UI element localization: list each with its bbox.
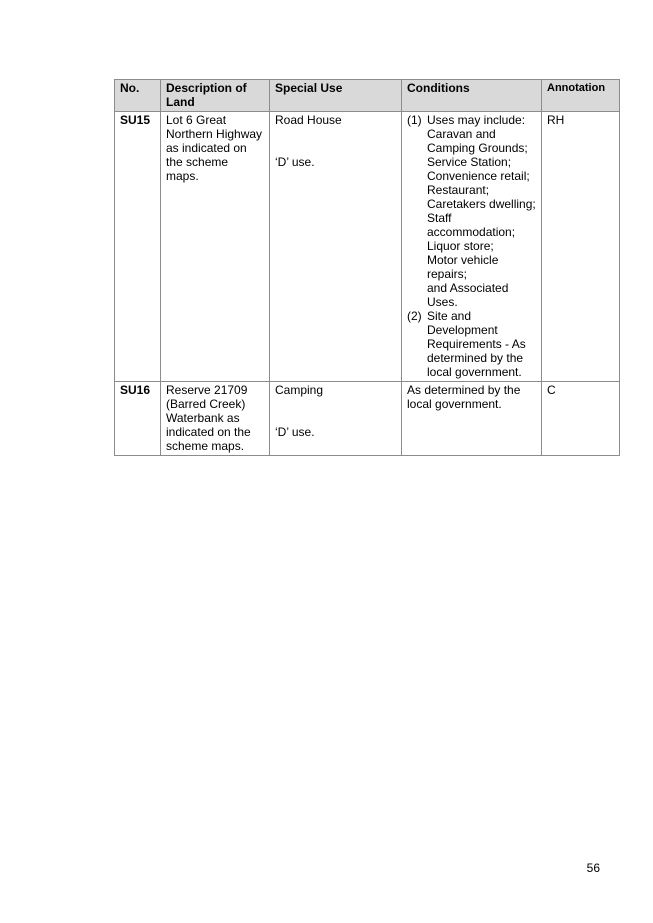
condition-line: Liquor store;	[427, 239, 494, 253]
condition-item	[407, 309, 536, 379]
row-conditions	[402, 112, 542, 382]
condition-line: Service Station;	[427, 155, 512, 169]
page-number: 56	[586, 861, 600, 875]
row-special-use	[270, 382, 402, 456]
condition-line: and Associated Uses.	[427, 281, 509, 309]
row-no: SU16	[115, 382, 161, 456]
header-annotation: Annotation	[542, 80, 620, 112]
table-header-row	[115, 80, 620, 112]
header-conditions: Conditions	[402, 80, 542, 112]
conditions-list	[407, 113, 536, 379]
condition-line: Uses may include:	[427, 113, 526, 127]
row-description: Lot 6 Great Northern Highway as indicated on the scheme maps.	[161, 112, 270, 382]
row-conditions: As determined by the local government.	[402, 382, 542, 456]
row-special-use	[270, 112, 402, 382]
header-no: No.	[115, 80, 161, 112]
condition-line: Convenience retail;	[427, 169, 530, 183]
condition-line: Caretakers dwelling;	[427, 197, 536, 211]
use-class: ‘D’ use.	[275, 425, 315, 439]
row-no: SU15	[115, 112, 161, 382]
condition-marker: (2)	[407, 309, 422, 323]
condition-line: Caravan and Camping Grounds;	[427, 127, 528, 155]
special-use-name: Camping	[275, 383, 324, 397]
condition-line: Site and Development Requirements - As determined by the local government.	[427, 309, 526, 379]
condition-line: Motor vehicle repairs;	[427, 253, 499, 281]
row-description: Reserve 21709 (Barred Creek) Waterbank as indicated on the scheme maps.	[161, 382, 270, 456]
use-class: ‘D’ use.	[275, 155, 315, 169]
condition-item	[407, 113, 536, 309]
header-description: Description of Land	[161, 80, 270, 112]
row-annotation: RH	[542, 112, 620, 382]
header-special-use: Special Use	[270, 80, 402, 112]
table-row	[115, 382, 620, 456]
condition-line: Restaurant;	[427, 183, 490, 197]
special-use-name: Road House	[275, 113, 342, 127]
special-use-table	[114, 79, 620, 456]
table-row	[115, 112, 620, 382]
condition-line: Staff accommodation;	[427, 211, 516, 239]
condition-marker: (1)	[407, 113, 422, 127]
row-annotation: C	[542, 382, 620, 456]
